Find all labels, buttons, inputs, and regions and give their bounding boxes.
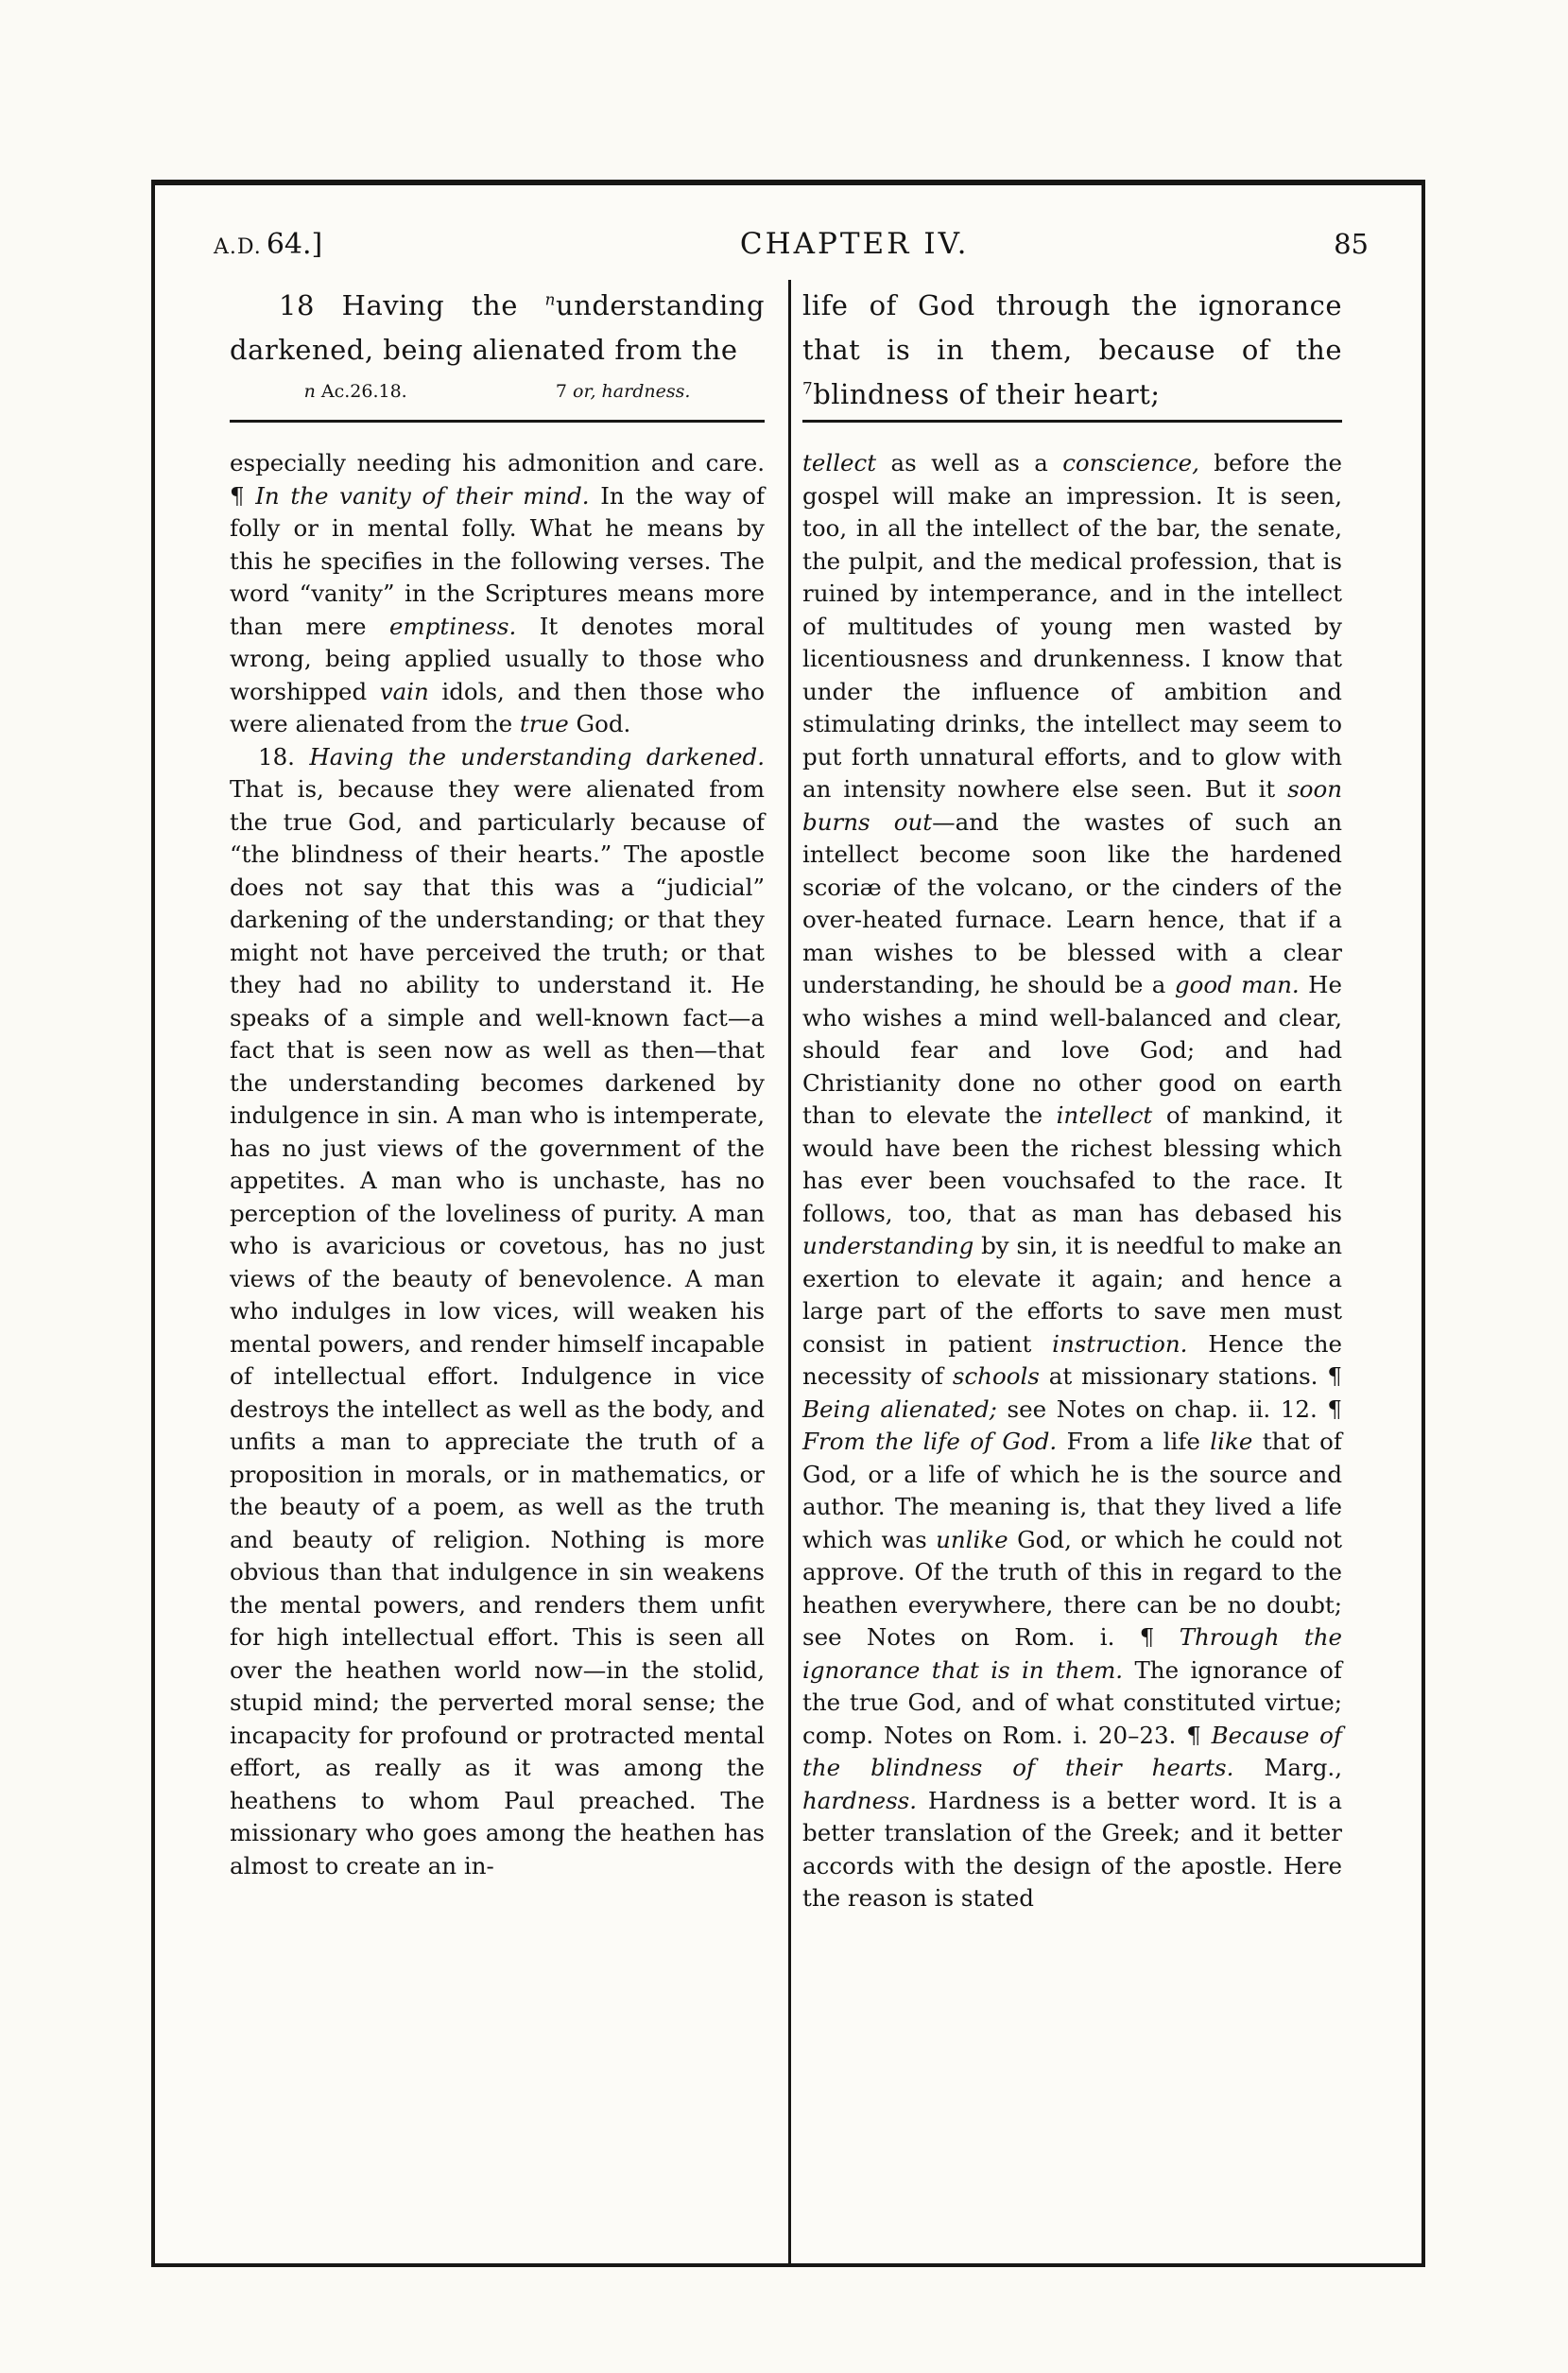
- text-segment: —and the wastes of such an intellect become soon like the hardened scoriæ of the volcano, or the cinders of the over-heated furnace. Learn hence, that if a man wishes to be blessed with a clear understanding, he should be a: [802, 807, 1342, 998]
- text-segment: that of God, or a life of which he is the source and author. The meaning is, that they lived a life which was: [802, 1428, 1342, 1553]
- text-segment: It denotes moral wrong, being applied usually to those who worshipped: [230, 612, 766, 705]
- page-header: [155, 185, 1422, 280]
- text-segment: like: [1210, 1428, 1253, 1455]
- commentary-left: [230, 447, 765, 1882]
- text-segment: schools: [952, 1362, 1040, 1390]
- text-segment: From the life of God.: [802, 1428, 1058, 1455]
- text-segment: intellect: [1056, 1101, 1153, 1129]
- text-segment: true: [519, 710, 569, 737]
- era-label: A.D.: [214, 235, 262, 259]
- text-segment: The ignorance of the true God, and of what constituted virtue; comp. Notes on Rom. i. 20–23.: [802, 1655, 1342, 1749]
- text-segment: at missionary stations.: [1039, 1362, 1328, 1390]
- text-segment: From a life: [1057, 1428, 1211, 1455]
- year-label: 64.]: [266, 228, 323, 261]
- scripture-section-left: [230, 284, 765, 420]
- text-segment: n: [303, 381, 321, 402]
- commentary-paragraph: [230, 447, 765, 741]
- text-segment: Having the understanding darkened.: [309, 742, 766, 771]
- text-segment: God.: [568, 710, 631, 737]
- text-segment: of mankind, it would have been the richest blessing which has ever been vouchsafed to the race. It follows, too, that as man has debased his: [802, 1101, 1342, 1227]
- text-segment: life of God through the ignorance that is in them, because of the: [802, 289, 1342, 366]
- text-segment: tellect: [802, 449, 877, 476]
- text-segment: see Notes on chap. ii. 12.: [996, 1394, 1328, 1423]
- section-divider-right: [802, 420, 1342, 423]
- text-segment: ¶: [1186, 1721, 1212, 1749]
- page-frame: [151, 180, 1425, 2267]
- text-segment: emptiness.: [388, 612, 517, 640]
- text-segment: ¶: [1139, 1623, 1180, 1651]
- text-segment: good man.: [1174, 971, 1300, 998]
- text-segment: unlike: [936, 1525, 1008, 1553]
- text-segment: before the gospel will make an impression. It is seen, too, in all the intellect of the bar, the senate, the pulpit, and the medical profession, that is ruined by intemperance, and in the intellect of multitudes of young men wasted by licentiousness and drunkenness. I know that under the influence of ambition and stimulating drinks, the intellect may seem to put forth unnatural efforts, and to glow with an intensity nowhere else seen. But it: [802, 449, 1342, 803]
- section-divider-left: [230, 420, 765, 423]
- commentary-right: [802, 447, 1342, 1915]
- footnote-cross-reference: [304, 381, 407, 402]
- text-segment: 18 Having the: [279, 289, 545, 321]
- text-segment: Being alienated;: [802, 1394, 997, 1423]
- scripture-footnotes: [230, 381, 765, 402]
- commentary-paragraph: [802, 447, 1342, 1915]
- text-segment: conscience,: [1062, 449, 1199, 476]
- text-segment: blindness of their heart;: [813, 378, 1161, 410]
- text-segment: ¶: [1327, 1362, 1342, 1390]
- text-segment: 7: [555, 381, 574, 402]
- text-segment: He who wishes a mind well-balanced and clear, should fear and love God; and had Christianity done no other good on earth than to elevate the: [802, 971, 1343, 1129]
- text-segment: soon burns out: [802, 775, 1342, 836]
- header-date: [214, 228, 322, 261]
- text-segment: God, or which he could not approve. Of the truth of this in regard to the heathen everywhere, there can be no doubt; see Notes on Rom. i.: [802, 1525, 1342, 1651]
- verse-18-text: [230, 284, 765, 372]
- text-segment: understanding: [802, 1232, 974, 1259]
- text-segment: hardness.: [802, 1786, 918, 1814]
- text-segment: ¶: [1327, 1394, 1342, 1423]
- text-segment: understanding darkened, being alienated from the: [230, 289, 766, 366]
- text-segment: That is, because they were alienated from the true God, and particularly because of “the blindness of their hearts.” The apostle does not say that this was a “judicial” darkening of the understanding; or that they might not have perceived the truth; or that they had no ability to understand it. He speaks of a simple and well-known fact—a fact that is seen now as well as then—that the understanding becomes darkened by indulgence in sin. A man who is intemperate, has no just views of the government of the appetites. A man who is unchaste, has no perception of the loveliness of purity. A man who is avaricious or covetous, has no just views of the beauty of benevolence. A man who indulges in low vices, will weaken his mental powers, and render himself incapable of intellectual effort. Indulgence in vice destroys the intellect as well as the body, and unfits a man to appreciate the truth of a proposition in morals, or in mathematics, or the beauty of a poem, as well as the truth and beauty of religion. Nothing is more obvious than that indulgence in sin weakens the mental powers, and renders them unfit for high intellectual effort. This is seen all over the heathen world now—in the stolid, stupid mind; the perverted moral sense; the incapacity for profound or protracted mental effort, as really as it was among the heathens to whom Paul preached. The missionary who goes among the heathen has almost to create an in-: [230, 775, 766, 1879]
- text-segment: instruction.: [1052, 1329, 1188, 1358]
- text-segment: ¶: [230, 481, 256, 510]
- text-segment: Ac.26.18.: [320, 381, 407, 402]
- text-segment: or, hardness.: [573, 381, 691, 402]
- text-segment: Hardness is a better word. It is a better translation of the Greek; and it better accords with the design of the apostle. Here the reason is stated: [802, 1786, 1342, 1912]
- commentary-paragraph: [230, 741, 765, 1883]
- text-segment: Because of the blindness of their hearts.: [802, 1721, 1342, 1781]
- page-body: [155, 280, 1422, 2267]
- footnote-margin-reading: [556, 381, 691, 402]
- text-segment: as well as a: [876, 449, 1063, 476]
- text-segment: Through the ignorance that is in them.: [802, 1623, 1342, 1684]
- reference-mark: 7: [802, 378, 814, 398]
- text-segment: idols, and then those who were alienated from the: [230, 677, 766, 737]
- right-column: [788, 280, 1422, 2267]
- text-segment: by sin, it is needful to make an exertion to elevate it again; and hence a large part of the efforts to save men must consist in patient: [802, 1232, 1342, 1358]
- text-segment: vain: [379, 677, 429, 705]
- text-segment: In the vanity of their mind.: [255, 481, 590, 510]
- text-segment: Hence the necessity of: [802, 1329, 1342, 1390]
- text-segment: Marg.,: [1233, 1754, 1343, 1781]
- scripture-section-right: [802, 284, 1342, 420]
- page-number: 85: [1334, 228, 1369, 260]
- text-segment: 18.: [258, 742, 310, 771]
- left-column: [155, 280, 788, 2267]
- verse-18-continuation-text: [802, 284, 1342, 417]
- chapter-title: CHAPTER IV.: [739, 227, 970, 261]
- text-segment: especially needing his admonition and care.: [230, 449, 766, 476]
- reference-mark: n: [544, 289, 556, 309]
- text-segment: In the way of folly or in mental folly. What he means by this he specifies in the following verses. The word “vanity” in the Scriptures means more than mere: [230, 481, 766, 640]
